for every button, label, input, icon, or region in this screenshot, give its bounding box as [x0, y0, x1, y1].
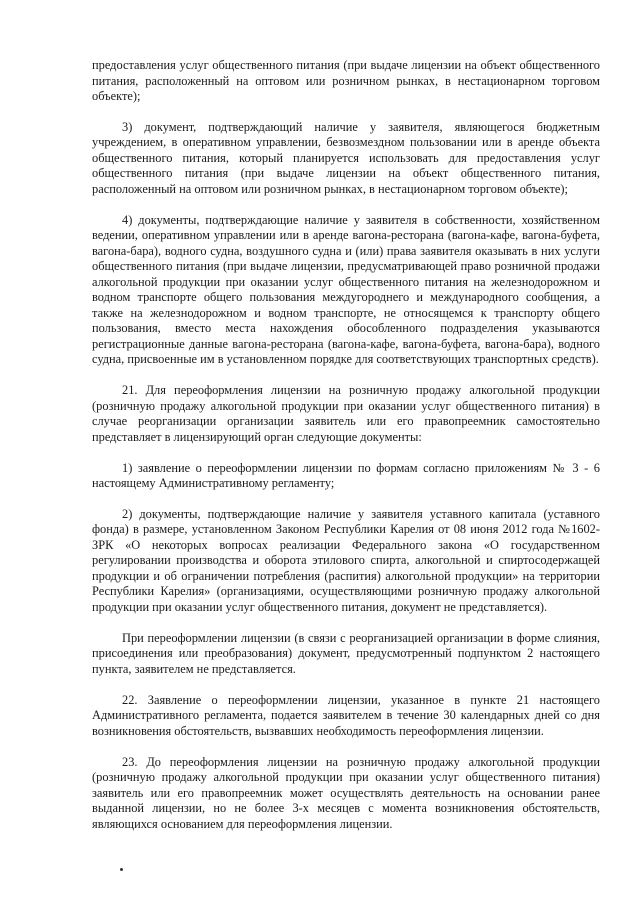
- paragraph-continuation: предоставления услуг общественного питания (при выдаче лицензии на объект общественного питания, расположенный на оптовом или розничном рынках, в нестационарном торговом объекте);: [92, 58, 600, 103]
- paragraph-section-22: 22. Заявление о переоформлении лицензии, указанное в пункте 21 настоящего Административного регламента, подается заявителем в течение 30 календарных дней со дня возникновения обстоятельств, вызвавших необходимость переоформления лицензии.: [92, 692, 600, 738]
- document-page: [92, 58, 600, 848]
- paragraph-note: При переоформлении лицензии (в связи с реорганизацией организации в форме слияния, присоединения или преобразования) документ, предусмотренный подпунктом 2 настоящего пункта, заявителем не представляется.: [92, 630, 600, 676]
- paragraph-section-21: 21. Для переоформления лицензии на розничную продажу алкогольной продукции (розничную продажу алкогольной продукции при оказании услуг общественного питания) в случае реорганизации организации заявитель или его правопреемник самостоятельно представляет в лицензирующий орган следующие документы:: [92, 383, 600, 444]
- paragraph-item-3: 3) документ, подтверждающий наличие у заявителя, являющегося бюджетным учреждением, в оперативном управлении, безвозмездном пользовании или в аренде объекта общественного питания, который планируется использовать для предоставления услуг общественного питания (при выдаче лицензии на объект общественного питания, расположенный на оптовом или розничном рынках, в нестационарном торговом объекте);: [92, 119, 600, 196]
- scan-speck: [120, 868, 123, 871]
- paragraph-item-4: 4) документы, подтверждающие наличие у заявителя в собственности, хозяйственном ведении, оперативном управлении или в аренде вагона-ресторана (вагона-кафе, вагона-буфета, вагона-бара), водного судна, воздушного судна и (или) права заявителя оказывать в них услуги общественного питания (при выдаче лицензии, предусматривающей право розничной продажи алкогольной продукции при оказании услуг общественного питания на железнодорожном и водном транспорте общего пользования междугороднего и международного сообщения, а также на железнодорожном и водном транспорте, не относящемся к транспорту общего пользования, вместо места нахождения обособленного подразделения указываются регистрационные данные вагона-ресторана (вагона-кафе, вагона-буфета, вагона-бара), водного судна, присвоенные им в установленном порядке для соответствующих транспортных средств).: [92, 212, 600, 367]
- paragraph-item-2: 2) документы, подтверждающие наличие у заявителя уставного капитала (уставного фонда) в размере, установленном Законом Республики Карелия от 08 июня 2012 года №1602-ЗРК «О некоторых вопросах реализации Федерального закона «О государственном регулировании производства и оборота этилового спирта, алкогольной и спиртосодержащей продукции и об ограничении потребления (распития) алкогольной продукции» на территории Республики Карелия» (организациями, осуществляющими розничную продажу алкогольной продукции при оказании услуг общественного питания, документ не представляется).: [92, 506, 600, 614]
- paragraph-section-23: 23. До переоформления лицензии на розничную продажу алкогольной продукции (розничную продажу алкогольной продукции при оказании услуг общественного питания) заявитель или его правопреемник может осуществлять деятельность на основании ранее выданной лицензии, но не более 3-х месяцев с момента возникновения обстоятельств, являющихся основанием для переоформления лицензии.: [92, 754, 600, 831]
- paragraph-item-1: 1) заявление о переоформлении лицензии по формам согласно приложениям № 3 - 6 настоящему Административному регламенту;: [92, 460, 600, 491]
